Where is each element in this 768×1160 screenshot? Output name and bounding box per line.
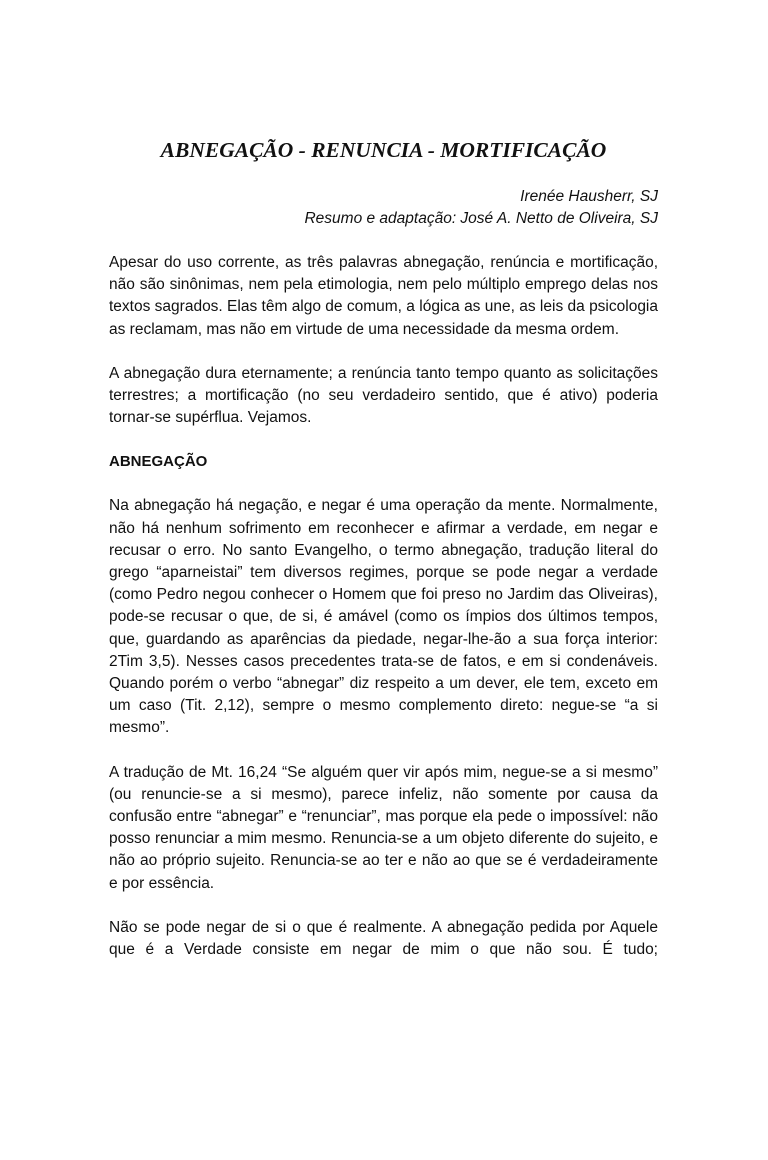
adaptation-line: Resumo e adaptação: José A. Netto de Oliveira, SJ	[304, 210, 658, 227]
section-paragraph-2: A tradução de Mt. 16,24 “Se alguém quer vir após mim, negue-se a si mesmo” (ou renuncie-se a si mesmo), parece infeliz, não somente por causa da confusão entre “abnegar” e “renunciar”, mas porque ela pede o impossível: não posso renunciar a mim mesmo. Renuncia-se a um objeto diferente do sujeito, e não ao próprio sujeito. Renuncia-se ao ter e não ao que se é verdadeiramente e por essência.	[109, 763, 658, 892]
document-page	[0, 136, 768, 1160]
byline	[109, 186, 658, 230]
intro-paragraph-1: Apesar do uso corrente, as três palavras abnegação, renúncia e mortificação, não são sinônimas, nem pela etimologia, nem pelo múltiplo emprego delas nos textos sagrados. Elas têm algo de comum, a lógica as une, as leis da psicologia as reclamam, mas não em virtude de uma necessidade da mesma ordem.	[109, 254, 658, 338]
section-heading: ABNEGAÇÃO	[109, 453, 208, 471]
author-line: Irenée Hausherr, SJ	[520, 188, 658, 205]
document-title: ABNEGAÇÃO - RENUNCIA - MORTIFICAÇÃO	[160, 138, 607, 162]
section-paragraph-1: Na abnegação há negação, e negar é uma operação da mente. Normalmente, não há nenhum sofrimento em reconhecer e afirmar a verdade, em negar e recusar o erro. No santo Evangelho, o termo abnegação, tradução literal do grego “aparneistai” tem diversos regimes, porque se pode negar a verdade (como Pedro negou conhecer o Homem que foi preso no Jardim das Oliveiras), pode-se recusar o que, de si, é amável (como os ímpios dos últimos tempos, que, guardando as aparências da piedade, negar-lhe-ão a sua força interior: 2Tim 3,5). Nesses casos precedentes trata-se de fatos, e em si condenáveis. Quando porém o verbo “abnegar” diz respeito a um dever, ele tem, exceto em um caso (Tit. 2,12), sempre o mesmo complemento direto: negue-se “a si mesmo”.	[109, 497, 658, 737]
intro-paragraph-2: A abnegação dura eternamente; a renúncia tanto tempo quanto as solicitações terrestres; a mortificação (no seu verdadeiro sentido, que é ativo) poderia tornar-se supérflua. Vejamos.	[109, 364, 658, 427]
section-paragraph-3: Não se pode negar de si o que é realmente. A abnegação pedida por Aquele que é a Verdade consiste em negar de mim o que não sou. É tudo;	[109, 918, 658, 959]
